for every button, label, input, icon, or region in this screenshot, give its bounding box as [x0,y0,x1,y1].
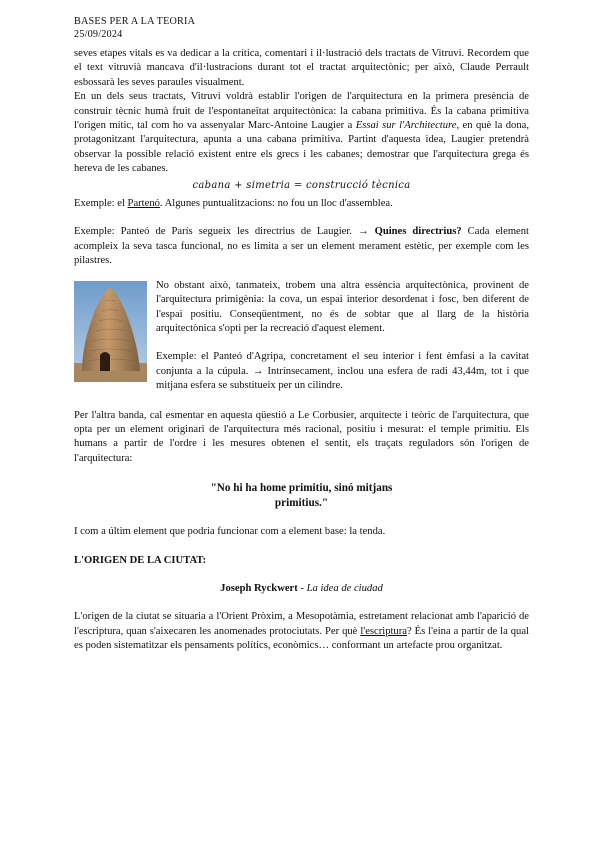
text-run: Exemple: Panteó de París segueix les directrius de Laugier. → [74,226,375,238]
paragraph-parthenon-example [74,197,529,211]
author-name: Joseph Ryckwert [220,582,298,594]
work-title: La idea de ciudad [306,582,383,594]
text-run: Cada element acompleix la seva tasca funcional, no es limita a ser un element merament estètic, per exemple com les pilastres. [74,226,529,267]
text-run: ? És l'eina a partir de la qual es poden sistematitzar els pensaments polítics, econòmics… conformant un artefacte prou organitzat. [74,625,529,652]
figure-with-text [74,279,529,394]
section-heading: L'ORIGEN DE LA CIUTAT: [74,554,207,566]
bold-question: Quines directrius? [374,226,462,238]
paragraph-tent: I com a últim element que podria funcionar com a element base: la tenda. [74,526,386,538]
paragraph-city-origin [74,610,529,653]
book-title-italic: Essai sur l'Architecture [355,120,457,132]
figure-side-text [156,279,529,394]
spacer [74,211,529,225]
spacer [74,596,529,610]
header-title: BASES PER A LA TEORIA [74,16,196,27]
spacer [74,466,529,481]
spacer [74,540,529,554]
writing-underlined-term: l'escriptura [360,625,407,637]
spacer [74,269,529,279]
text-run: Exemple: el [74,198,128,210]
text-run: L'origen de la ciutat se situaria a l'Orient Pròxim, a Mesopotàmia, estretament relacionat amb l'aparició de l'escriptura, quan s'aixecaren les anomenades protociutats. Per què [74,611,529,637]
page-header [74,15,195,41]
quote: "No hi ha home primitiu, sinó mitjans primitius." [210,482,393,510]
parthenon-underlined-term: Partenó [127,198,160,210]
paragraph-cave: No obstant això, tanmateix, trobem una altra essència arquitectònica, provinent de l'arquitectura primigènia: la cova, un espai interior desordenat i fosc, ben diferent de l'espai positiu. Conseqüentment, no és de sobtar que al llarg de la història arquitectònica s'opti per la recreació d'aquest element. [156,279,529,334]
paragraph-primitive-hut [74,90,529,176]
spacer [74,511,529,525]
formula: cabana + simetria = construcció tècnica [192,179,411,191]
primitive-hut-photo [74,281,147,382]
separator: - [297,582,307,594]
text-run: , en què la dona, protagonitzant l'arquitectura, apunta a una cabana primitiva. Partint d'aquesta idea, Laugier pretendrà observar la possible relació existent entre els grecs i les cabanes; demostrar que l'arquitectura grega és hereva de les cabanes. [74,120,529,175]
text-run: En un dels seus tractats, Vitruvi voldrà establir l'origen de l'arquitectura en la primera presència de construir tècnic humà fruit de l'espontaneïtat arquitectònica: la cabana primitiva. És la cabana primitiva l'origen mític, tal com ho va assenyalar Marc-Antoine Laugier a [74,91,529,132]
paragraph-vitruvi-illustration: seves etapes vitals es va dedicar a la crítica, comentari i il·lustració dels tractats de Vitruvi. Recordem que el text vitruvià mancava d'il·lustracions durant tot el tractat arquitectònic; per això, Claude Perrault esbossarà les seves paraules visualment. [74,48,529,88]
header-date: 25/09/2024 [74,29,123,40]
spacer [74,568,529,582]
spacer [156,336,529,350]
paragraph-le-corbusier: Per l'altra banda, cal esmentar en aquesta qüestió a Le Corbusier, arquitecte i teòric de l'arquitectura, que opta per un element originari de l'arquitectura més racional, positiu i mesurat: el temple primitiu. Els humans a partir de l'ordre i les mesures obtenen el sentit, els traçats reguladors són l'origen de l'arquitectura: [74,409,529,464]
author-line [74,582,529,596]
text-run: . Algunes puntualitzacions: no fou un lloc d'assemblea. [159,198,393,210]
paragraph-pantheon-paris [74,225,529,268]
spacer [74,394,529,409]
document-body [74,47,529,654]
paragraph-pantheon-agrippa: Exemple: el Panteó d'Agripa, concretament el seu interior i fent èmfasi a la cavitat conjunta a la cúpula. → Intrínsecament, inclou una esfera de radi 43,44m, tot i que mitjana esfera se substitueix per un cilindre. [156,351,529,392]
